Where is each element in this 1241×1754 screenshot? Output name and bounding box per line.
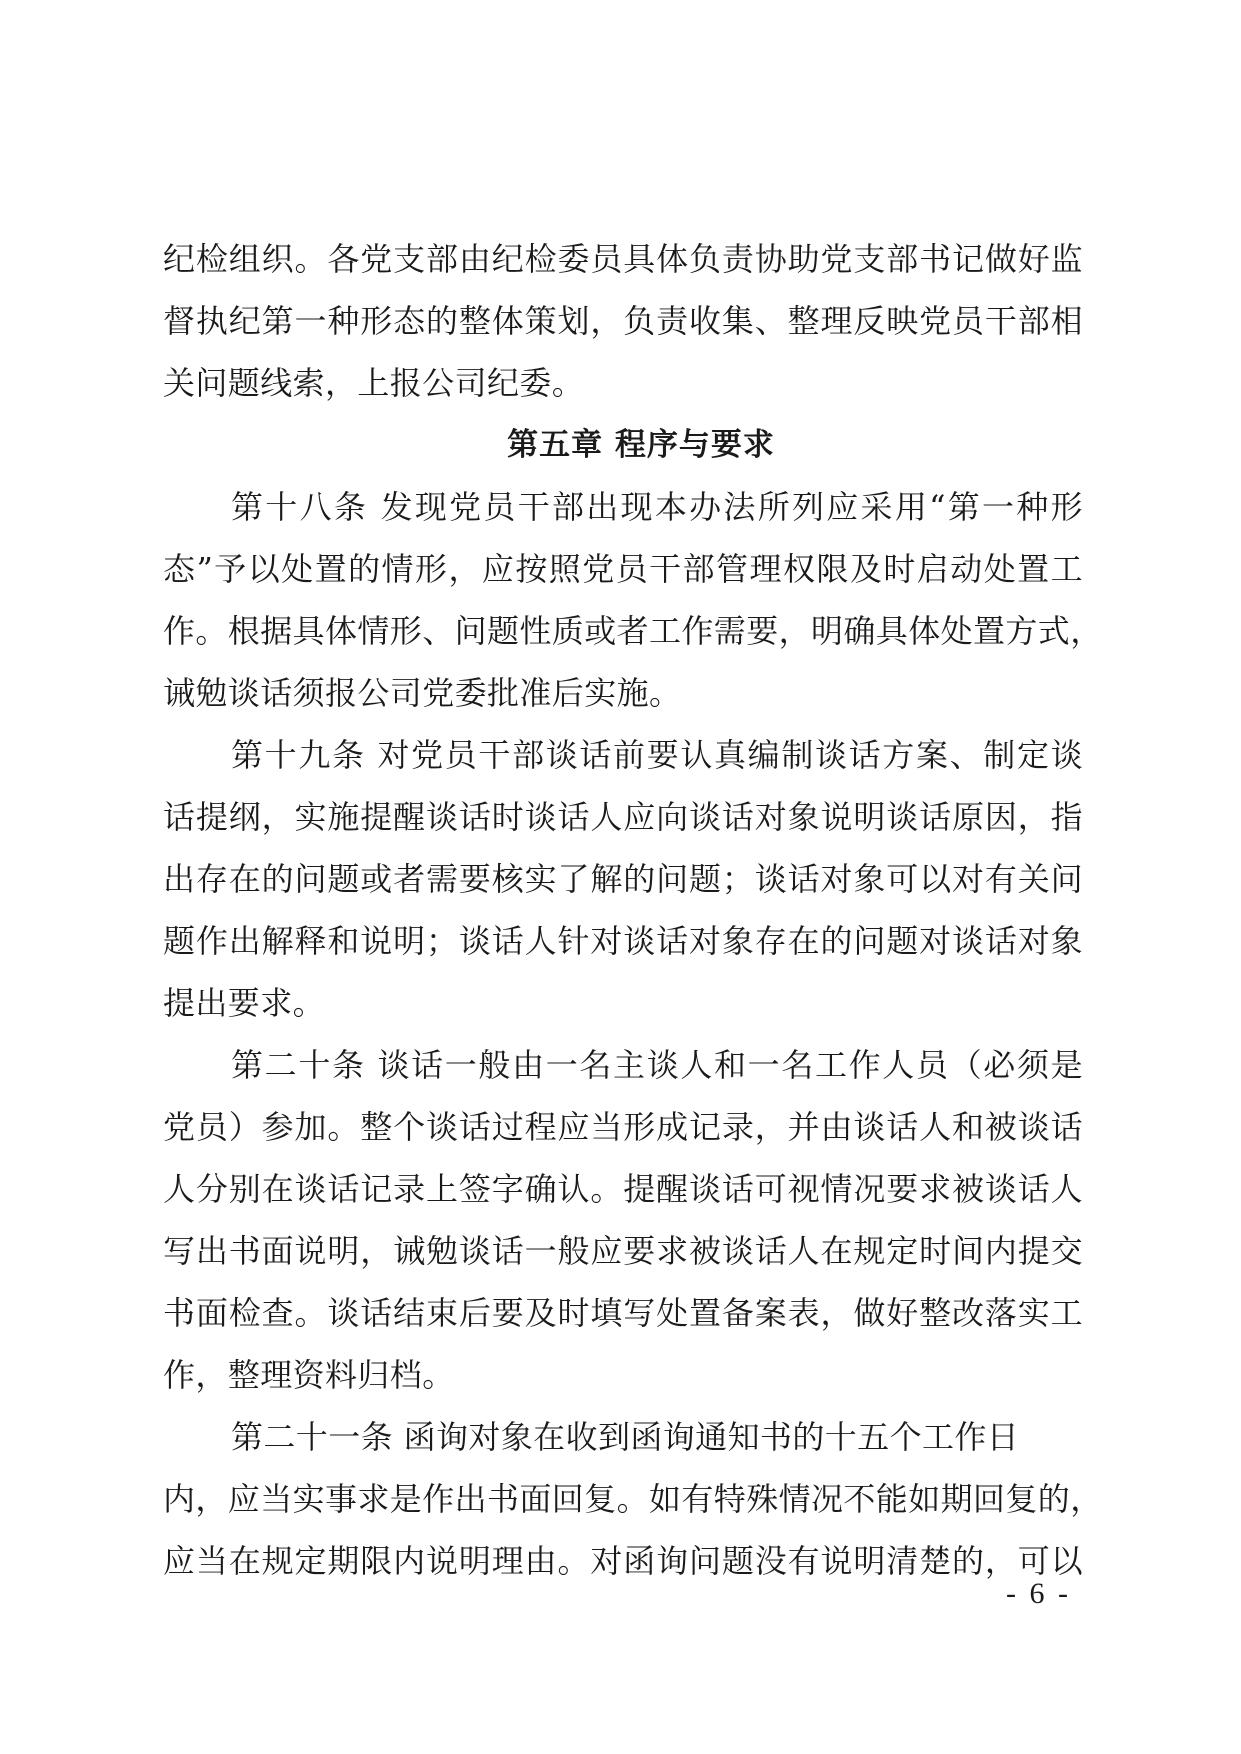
article-21-line: 第二十一条 函询对象在收到函询通知书的十五个工作日 [231, 1418, 1020, 1456]
text-line: 人分别在谈话记录上签字确认。提醒谈话可视情况要求被谈话人 [163, 1170, 1083, 1208]
text-line: 应当在规定期限内说明理由。对函询问题没有说明清楚的，可以 [163, 1542, 1083, 1580]
text-line: 出存在的问题或者需要核实了解的问题；谈话对象可以对有关问 [163, 860, 1083, 898]
text-line: 督执纪第一种形态的整体策划，负责收集、整理反映党员干部相 [163, 302, 1083, 340]
body-text [163, 228, 1103, 1592]
page-number: - 6 - [1006, 1577, 1071, 1610]
chapter-heading: 第五章 程序与要求 [507, 427, 775, 463]
text-line: 作，整理资料归档。 [163, 1356, 455, 1394]
text-line: 写出书面说明，诫勉谈话一般应要求被谈话人在规定时间内提交 [163, 1232, 1083, 1270]
text-line: 话提纲，实施提醒谈话时谈话人应向谈话对象说明谈话原因，指 [163, 798, 1083, 836]
text-line: 作。根据具体情形、问题性质或者工作需要，明确具体处置方式， [163, 612, 1103, 650]
text-line: 纪检组织。各党支部由纪检委员具体负责协助党支部书记做好监 [163, 240, 1083, 278]
text-line: 态”予以处置的情形，应按照党员干部管理权限及时启动处置工 [163, 550, 1083, 588]
text-line: 关问题线索，上报公司纪委。 [163, 364, 585, 402]
text-line: 诫勉谈话须报公司党委批准后实施。 [163, 674, 682, 712]
article-19-line: 第十九条 对党员干部谈话前要认真编制谈话方案、制定谈 [231, 736, 1083, 774]
text-line: 书面检查。谈话结束后要及时填写处置备案表，做好整改落实工 [163, 1294, 1083, 1332]
text-line: 党员）参加。整个谈话过程应当形成记录，并由谈话人和被谈话 [163, 1108, 1083, 1146]
article-20-line: 第二十条 谈话一般由一名主谈人和一名工作人员（必须是 [231, 1046, 1083, 1084]
text-line: 提出要求。 [163, 984, 326, 1022]
article-18-line: 第十八条 发现党员干部出现本办法所列应采用“第一种形 [231, 488, 1083, 526]
text-line: 题作出解释和说明；谈话人针对谈话对象存在的问题对谈话对象 [163, 922, 1083, 960]
text-line: 内，应当实事求是作出书面回复。如有特殊情况不能如期回复的， [163, 1480, 1103, 1518]
